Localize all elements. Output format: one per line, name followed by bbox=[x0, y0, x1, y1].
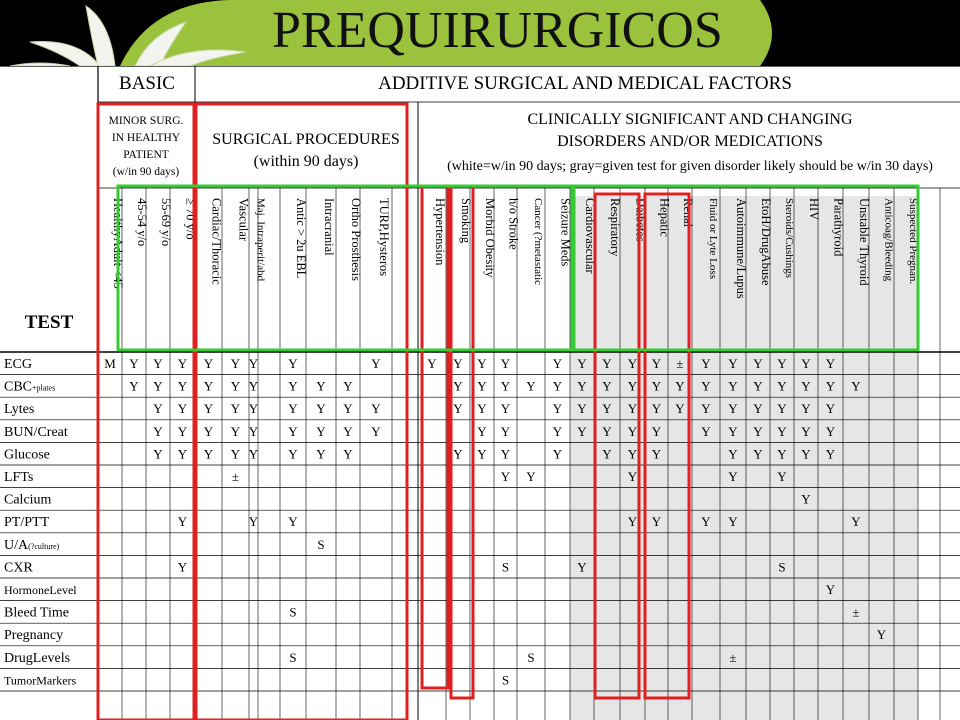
cell-value: Y bbox=[552, 446, 563, 462]
cell-value: Y bbox=[602, 423, 612, 439]
cell-value: Y bbox=[203, 378, 214, 394]
cell-value: Y bbox=[675, 401, 685, 417]
column-header: ≥ 70 y/o bbox=[183, 198, 198, 240]
cell-value: Y bbox=[203, 401, 214, 417]
cell-value: Y bbox=[651, 423, 662, 439]
cell-value: Y bbox=[825, 378, 836, 394]
cell-value: Y bbox=[177, 401, 188, 417]
column-header: Cardiac/Thoracic bbox=[209, 198, 224, 285]
cell-value: Y bbox=[627, 514, 638, 530]
cell-value: Y bbox=[288, 356, 298, 371]
cell-value: Y bbox=[371, 401, 381, 417]
row-label: HormoneLevel bbox=[4, 583, 77, 597]
cell-value: Y bbox=[728, 469, 738, 484]
cell-value: Y bbox=[453, 378, 463, 394]
row-label: Glucose bbox=[4, 447, 50, 463]
column-header: Hypertension bbox=[433, 198, 447, 266]
cell-value: Y bbox=[343, 378, 353, 394]
cell-value: Y bbox=[777, 446, 787, 462]
column-header: Unstable Thyroid bbox=[857, 198, 871, 286]
group-surgical-procedures: SURGICAL PROCEDURES bbox=[212, 131, 400, 148]
cell-value: S bbox=[501, 559, 510, 575]
cell-value: Y bbox=[777, 401, 787, 417]
cell-value: Y bbox=[177, 559, 188, 575]
column-header: Ortho Prosthesis bbox=[349, 198, 363, 281]
cell-value: Y bbox=[230, 401, 241, 417]
cell-value: Y bbox=[343, 423, 353, 439]
column-header: Intracranial bbox=[322, 198, 336, 256]
cell-value: Y bbox=[801, 491, 811, 507]
cell-value: Y bbox=[801, 423, 811, 439]
cell-value: Y bbox=[728, 401, 738, 417]
cell-value: Y bbox=[825, 582, 836, 597]
cell-value: Y bbox=[602, 401, 612, 417]
cell-value: Y bbox=[825, 356, 836, 371]
cell-value: Y bbox=[153, 401, 163, 417]
column-header: Anticoag/Bleeding bbox=[882, 198, 895, 282]
cell-value: ± bbox=[676, 356, 684, 371]
cell-value: Y bbox=[371, 423, 381, 439]
cell-value: Y bbox=[500, 356, 511, 371]
cell-value: Y bbox=[801, 401, 811, 417]
cell-value: Y bbox=[651, 401, 662, 417]
cell-value: Y bbox=[427, 356, 437, 371]
cell-value: Y bbox=[477, 356, 487, 371]
cell-value: Y bbox=[701, 378, 711, 394]
cell-value: S bbox=[289, 604, 297, 620]
cell-value: Y bbox=[453, 401, 463, 417]
cell-value: Y bbox=[577, 423, 587, 439]
cell-value: Y bbox=[177, 378, 188, 394]
cell-value: Y bbox=[526, 378, 536, 394]
column-header: Autoimmune/Lupus bbox=[734, 198, 748, 299]
cell-value: Y bbox=[777, 469, 787, 484]
column-header: Seizure Meds bbox=[558, 198, 573, 267]
row-label: TumorMarkers bbox=[4, 673, 77, 688]
cell-value: Y bbox=[801, 446, 811, 462]
cell-value: Y bbox=[627, 469, 638, 484]
cell-value: Y bbox=[177, 356, 188, 371]
cell-value: Y bbox=[203, 356, 214, 371]
table-row bbox=[4, 672, 509, 687]
cell-value: Y bbox=[851, 514, 861, 530]
cell-value: Y bbox=[801, 356, 811, 371]
group-minor-surgery: (w/in 90 days) bbox=[112, 166, 180, 178]
cell-value: Y bbox=[753, 378, 763, 394]
cell-value: Y bbox=[316, 378, 326, 394]
cell-value: Y bbox=[577, 401, 587, 417]
cell-value: Y bbox=[248, 378, 259, 394]
cell-value: S bbox=[317, 536, 325, 552]
cell-value: ± bbox=[852, 604, 860, 620]
cell-value: Y bbox=[851, 378, 861, 394]
additive-header: ADDITIVE SURGICAL AND MEDICAL FACTORS bbox=[378, 73, 792, 94]
cell-value: M bbox=[104, 356, 116, 371]
cell-value: Y bbox=[477, 423, 487, 439]
cell-value: Y bbox=[153, 356, 163, 371]
cell-value: Y bbox=[316, 401, 326, 417]
cell-value: Y bbox=[526, 469, 536, 484]
preop-test-table bbox=[0, 66, 960, 720]
cell-value: Y bbox=[728, 378, 738, 394]
row-label: PT/PTT bbox=[4, 515, 50, 531]
cell-value: Y bbox=[248, 401, 259, 417]
column-header: Maj. Intraperit/abd bbox=[254, 198, 267, 282]
cell-value: Y bbox=[627, 401, 638, 417]
table-row bbox=[4, 379, 861, 395]
cell-value: Y bbox=[825, 423, 836, 439]
cell-value: S bbox=[289, 649, 297, 665]
cell-value: Y bbox=[627, 446, 638, 462]
cell-value: Y bbox=[343, 446, 353, 462]
cell-value: S bbox=[778, 559, 786, 575]
cell-value: Y bbox=[153, 378, 163, 394]
column-header: HealthyAdult <45 bbox=[111, 198, 125, 289]
cell-value: Y bbox=[651, 356, 662, 371]
cell-value: Y bbox=[153, 446, 163, 462]
cell-value: S bbox=[527, 649, 535, 665]
row-label: Lytes bbox=[4, 402, 35, 418]
column-header: Cancer (?metastatic bbox=[532, 198, 544, 286]
cell-value: Y bbox=[777, 356, 787, 371]
column-header: Renal bbox=[681, 198, 695, 228]
group-clinical-disorders: CLINICALLY SIGNIFICANT AND CHANGING bbox=[527, 111, 853, 128]
row-label: DrugLevels bbox=[4, 650, 71, 666]
cell-value: Y bbox=[177, 446, 188, 462]
cell-value: Y bbox=[651, 514, 662, 530]
group-surgical-procedures: (within 90 days) bbox=[253, 153, 359, 170]
cell-value: Y bbox=[728, 356, 738, 371]
column-header: Morbid Obesity bbox=[483, 198, 497, 278]
column-header: Cardiovascular bbox=[583, 198, 597, 274]
cell-value: Y bbox=[552, 378, 563, 394]
group-clinical-note: (white=w/in 90 days; gray=given test for given disorder likely should be w/in 30 days) bbox=[447, 159, 933, 174]
row-label: Pregnancy bbox=[4, 628, 64, 644]
cell-value: Y bbox=[230, 423, 241, 439]
table-row bbox=[4, 514, 861, 530]
cell-value: Y bbox=[552, 356, 563, 371]
column-header: Respiratory bbox=[608, 198, 622, 257]
group-clinical-disorders: DISORDERS AND/OR MEDICATIONS bbox=[557, 133, 823, 150]
cell-value: Y bbox=[627, 378, 638, 394]
cell-value: Y bbox=[453, 446, 463, 462]
cell-value: Y bbox=[701, 401, 711, 417]
row-label: U/A(?culture) bbox=[4, 537, 60, 553]
cell-value: Y bbox=[753, 356, 763, 371]
cell-value: Y bbox=[316, 446, 326, 462]
group-minor-surgery: IN HEALTHY bbox=[111, 132, 181, 144]
column-header: Parathyroid bbox=[831, 198, 846, 257]
cell-value: Y bbox=[825, 401, 836, 417]
title-banner bbox=[0, 0, 960, 66]
group-minor-surgery: PATIENT bbox=[123, 149, 169, 161]
cell-value: Y bbox=[500, 469, 511, 484]
cell-value: Y bbox=[876, 627, 887, 643]
cell-value: Y bbox=[728, 514, 738, 530]
cell-value: Y bbox=[651, 378, 662, 394]
cell-value: Y bbox=[477, 378, 487, 394]
column-header: Daibetes bbox=[633, 198, 648, 242]
cell-value: Y bbox=[577, 378, 587, 394]
column-header: Suspected Pregnan. bbox=[907, 198, 919, 285]
cell-value: Y bbox=[753, 423, 763, 439]
test-header: TEST bbox=[24, 312, 74, 333]
cell-value: Y bbox=[552, 401, 563, 417]
column-header: TURP,Hysteros bbox=[377, 198, 391, 277]
cell-value: Y bbox=[627, 423, 638, 439]
cell-value: Y bbox=[602, 356, 612, 371]
column-header: Smoking bbox=[459, 198, 473, 244]
row-label: CXR bbox=[4, 560, 33, 576]
cell-value: Y bbox=[343, 401, 353, 417]
cell-value: Y bbox=[477, 401, 487, 417]
cell-value: Y bbox=[177, 423, 188, 439]
cell-value: Y bbox=[288, 423, 298, 439]
cell-value: Y bbox=[453, 356, 463, 371]
column-header: Steroids/Cushings bbox=[783, 198, 795, 279]
cell-value: Y bbox=[602, 378, 612, 394]
cell-value: Y bbox=[129, 378, 139, 394]
cell-value: Y bbox=[627, 356, 638, 371]
cell-value: Y bbox=[230, 378, 241, 394]
cell-value: Y bbox=[230, 446, 241, 462]
row-label: Bleed Time bbox=[4, 605, 69, 621]
cell-value: Y bbox=[552, 423, 563, 439]
row-label: BUN/Creat bbox=[4, 424, 68, 440]
column-header: EtoH/DrugAbuse bbox=[759, 198, 773, 286]
row-label: Calcium bbox=[4, 492, 52, 508]
basic-header: BASIC bbox=[119, 73, 175, 94]
cell-value: Y bbox=[701, 423, 711, 439]
column-header: 45-54 y/o bbox=[135, 198, 149, 247]
cell-value: Y bbox=[288, 378, 298, 394]
cell-value: Y bbox=[577, 356, 587, 371]
column-header: HIV bbox=[807, 198, 821, 221]
cell-value: Y bbox=[248, 446, 259, 462]
cell-value: Y bbox=[248, 514, 259, 530]
row-label: CBC+plates bbox=[4, 379, 56, 395]
cell-value: ± bbox=[231, 469, 240, 484]
cell-value: Y bbox=[753, 446, 763, 462]
cell-value: Y bbox=[288, 446, 298, 462]
cell-value: Y bbox=[777, 423, 787, 439]
cell-value: Y bbox=[288, 401, 298, 417]
column-header: Antic > 2u EBL bbox=[294, 198, 308, 279]
cell-value: Y bbox=[248, 423, 259, 439]
cell-value: Y bbox=[203, 423, 214, 439]
cell-value: Y bbox=[728, 423, 738, 439]
cell-value: Y bbox=[248, 356, 259, 371]
cell-value: Y bbox=[500, 423, 511, 439]
cell-value: Y bbox=[651, 446, 662, 462]
cell-value: Y bbox=[675, 378, 685, 394]
cell-value: Y bbox=[801, 378, 811, 394]
cell-value: Y bbox=[153, 423, 163, 439]
cell-value: Y bbox=[129, 356, 139, 371]
cell-value: Y bbox=[177, 514, 188, 530]
cell-value: Y bbox=[288, 514, 298, 530]
column-header: Fluid or Lyte Loss bbox=[707, 198, 719, 279]
row-label: LFTs bbox=[4, 470, 34, 485]
group-minor-surgery: MINOR SURG. bbox=[108, 115, 184, 127]
cell-value: Y bbox=[477, 446, 487, 462]
column-header: h/o Stroke bbox=[506, 198, 521, 250]
row-label: ECG bbox=[4, 357, 32, 372]
column-header: Vascular bbox=[236, 198, 251, 242]
cell-value: Y bbox=[203, 446, 214, 462]
column-header: 55-69 y/o bbox=[159, 198, 173, 247]
cell-value: Y bbox=[701, 356, 711, 371]
cell-value: Y bbox=[701, 514, 711, 530]
cell-value: Y bbox=[371, 356, 381, 371]
cell-value: Y bbox=[500, 446, 511, 462]
cell-value: Y bbox=[728, 446, 738, 462]
cell-value: Y bbox=[500, 378, 511, 394]
cell-value: Y bbox=[777, 378, 787, 394]
cell-value: ± bbox=[729, 649, 737, 665]
cell-value: S bbox=[501, 672, 510, 688]
page-title: PREQUIRURGICOS bbox=[272, 2, 723, 59]
cell-value: Y bbox=[577, 559, 587, 575]
cell-value: Y bbox=[230, 356, 241, 371]
column-header: Hepatic bbox=[657, 198, 672, 237]
cell-value: Y bbox=[602, 446, 612, 462]
cell-value: Y bbox=[316, 423, 326, 439]
table-row bbox=[4, 537, 325, 553]
cell-value: Y bbox=[500, 401, 511, 417]
cell-value: Y bbox=[753, 401, 763, 417]
cell-value: Y bbox=[825, 446, 836, 462]
group-headers bbox=[109, 111, 934, 178]
